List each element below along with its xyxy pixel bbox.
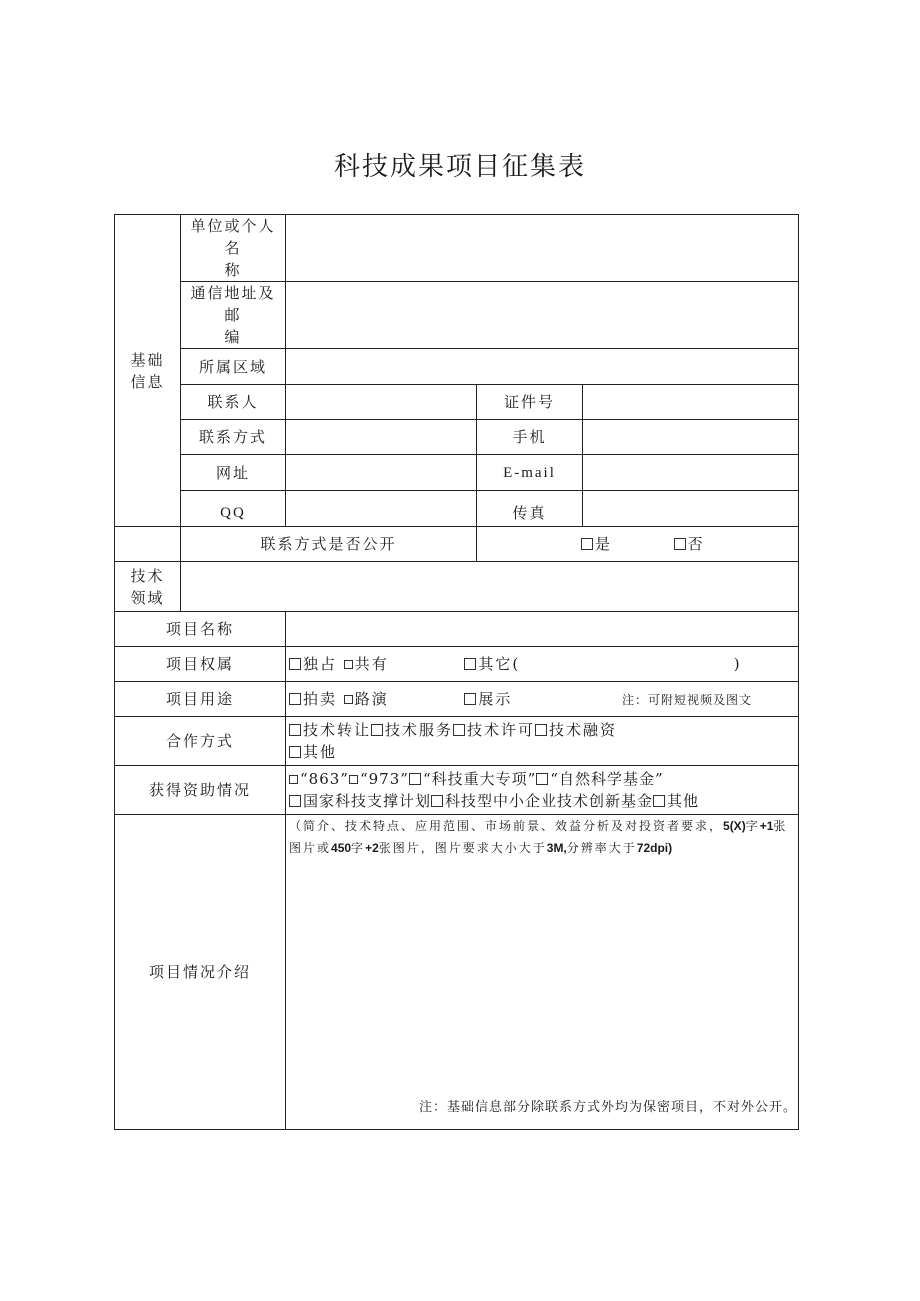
cooperation-options: [286, 717, 799, 766]
funding-sme-option[interactable]: 科技型中小企业技术创新基金: [431, 792, 653, 810]
usage-roadshow-option[interactable]: 路演: [344, 690, 389, 708]
project-name-label: 项目名称: [115, 612, 286, 647]
checkbox-icon[interactable]: [289, 658, 301, 670]
project-name-field[interactable]: [286, 612, 799, 647]
website-label: 网址: [181, 455, 286, 491]
id-number-field[interactable]: [583, 385, 799, 420]
checkbox-icon[interactable]: [464, 693, 476, 705]
checkbox-icon[interactable]: [431, 795, 443, 807]
usage-auction-option[interactable]: 拍卖: [289, 690, 337, 708]
contact-method-label: 联系方式: [181, 420, 286, 455]
email-field[interactable]: [583, 455, 799, 491]
region-label: 所属区域: [181, 349, 286, 385]
checkbox-icon[interactable]: [289, 795, 301, 807]
usage-note: 注：可附短视频及图文: [621, 692, 752, 707]
cooperation-label: 合作方式: [115, 717, 286, 766]
funding-973-option[interactable]: “973”: [349, 770, 409, 788]
funding-nsf-option[interactable]: “自然科学基金”: [536, 770, 663, 788]
checkbox-icon[interactable]: [289, 746, 301, 758]
footnote: 注：基础信息部分除联系方式外均为保密项目，不对外公开。: [418, 1100, 797, 1115]
funding-863-option[interactable]: “863”: [289, 770, 349, 788]
intro-label: 项目情况介绍: [115, 815, 286, 1130]
ownership-shared-option[interactable]: 共有: [344, 655, 389, 673]
public-no-option[interactable]: 否: [674, 535, 705, 553]
funding-support-option[interactable]: 国家科技支撑计划: [289, 792, 431, 810]
basic-info-section-tail: [115, 527, 181, 562]
checkbox-icon[interactable]: [371, 724, 383, 736]
checkbox-icon[interactable]: [674, 538, 686, 550]
public-yes-option[interactable]: 是: [581, 535, 612, 553]
public-question-label: 联系方式是否公开: [181, 527, 477, 562]
checkbox-icon[interactable]: [464, 658, 476, 670]
checkbox-icon[interactable]: [289, 693, 301, 705]
checkbox-icon[interactable]: [289, 724, 301, 736]
qq-field[interactable]: [286, 491, 477, 527]
checkbox-icon[interactable]: [653, 795, 665, 807]
coop-financing-option[interactable]: 技术融资: [535, 721, 617, 739]
mobile-field[interactable]: [583, 420, 799, 455]
id-number-label: 证件号: [477, 385, 583, 420]
fax-label: 传真: [477, 491, 583, 527]
contact-method-field[interactable]: [286, 420, 477, 455]
address-field[interactable]: [286, 282, 799, 349]
region-field[interactable]: [286, 349, 799, 385]
usage-label: 项目用途: [115, 682, 286, 717]
ownership-exclusive-option[interactable]: 独占: [289, 655, 337, 673]
unit-name-label: 单位或个人名 称: [181, 215, 286, 282]
intro-hint: （简介、技术特点、应用范围、市场前景、效益分析及对投资者要求，5(X)字+1张图片或450字+2张图片，图片要求大小大于3M,分辨率大于72dpi): [289, 819, 788, 855]
checkbox-icon[interactable]: [536, 773, 548, 785]
checkbox-icon[interactable]: [349, 775, 358, 784]
public-options: [477, 527, 799, 562]
contact-person-label: 联系人: [181, 385, 286, 420]
checkbox-icon[interactable]: [409, 773, 421, 785]
funding-label: 获得资助情况: [115, 766, 286, 815]
funding-major-option[interactable]: “科技重大专项”: [409, 770, 536, 788]
checkbox-icon[interactable]: [535, 724, 547, 736]
checkbox-icon[interactable]: [581, 538, 593, 550]
coop-transfer-option[interactable]: 技术转让: [289, 721, 371, 739]
page-title: 科技成果项目征集表: [333, 152, 586, 182]
coop-service-option[interactable]: 技术服务: [371, 721, 453, 739]
coop-license-option[interactable]: 技术许可: [453, 721, 535, 739]
email-label: E-mail: [477, 455, 583, 491]
address-label: 通信地址及邮 编: [181, 282, 286, 349]
checkbox-icon[interactable]: [344, 695, 353, 704]
collection-form: [114, 214, 799, 1130]
tech-field-field[interactable]: [181, 562, 799, 612]
checkbox-icon[interactable]: [453, 724, 465, 736]
funding-options: [286, 766, 799, 815]
mobile-label: 手机: [477, 420, 583, 455]
checkbox-icon[interactable]: [289, 775, 298, 784]
usage-options: [286, 682, 799, 717]
ownership-label: 项目权属: [115, 647, 286, 682]
checkbox-icon[interactable]: [344, 660, 353, 669]
fax-field[interactable]: [583, 491, 799, 527]
intro-field[interactable]: [286, 815, 799, 1130]
basic-info-section-label: 基础 信息: [115, 215, 181, 527]
qq-label: QQ: [181, 491, 286, 527]
ownership-options: [286, 647, 799, 682]
unit-name-field[interactable]: [286, 215, 799, 282]
tech-field-label: 技术 领域: [115, 562, 181, 612]
ownership-other-option[interactable]: 其它(: [464, 655, 520, 673]
usage-display-option[interactable]: 展示: [464, 690, 512, 708]
contact-person-field[interactable]: [286, 385, 477, 420]
website-field[interactable]: [286, 455, 477, 491]
ownership-close-paren: ): [733, 655, 742, 673]
funding-other-option[interactable]: 其他: [653, 792, 699, 810]
coop-other-option[interactable]: 其他: [289, 743, 337, 761]
